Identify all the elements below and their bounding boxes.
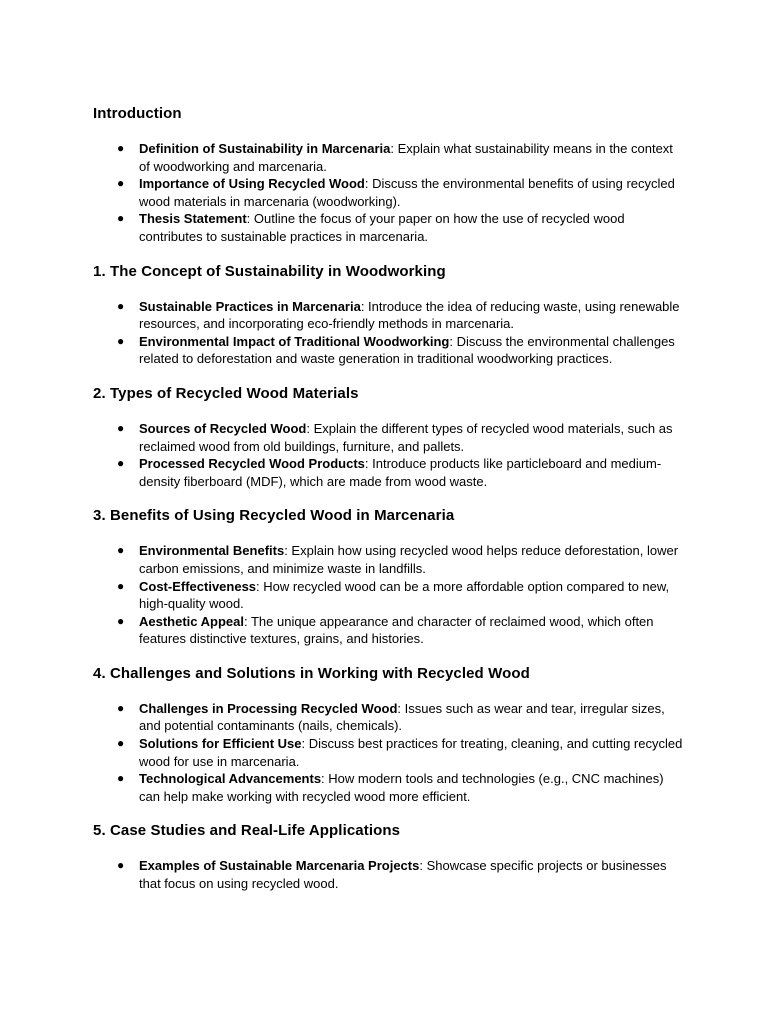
bullet-list	[93, 542, 683, 648]
item-term: Technological Advancements	[139, 771, 322, 787]
list-item	[93, 210, 683, 245]
bullet-icon: ●	[117, 543, 125, 558]
bullet-icon: ●	[117, 700, 125, 715]
bullet-icon: ●	[117, 333, 125, 348]
item-term: Thesis Statement	[139, 211, 247, 227]
list-item	[93, 140, 683, 175]
item-text: : Explain the different types of recycled wood materials, such as reclaimed wood from old buildings, furniture, and pallets.	[139, 420, 673, 454]
section-heading: 5. Case Studies and Real-Life Applications	[93, 822, 401, 840]
item-text: : Outline the focus of your paper on how the use of recycled wood contributes to sustainable practices in marcenaria.	[139, 211, 625, 244]
item-text: : Introduce the idea of reducing waste, using renewable resources, and incorporating eco-friendly methods in marcenaria.	[139, 298, 680, 332]
section-challenges-solutions	[93, 664, 683, 806]
item-text: : Discuss the environmental challenges related to deforestation and waste generation in traditional woodworking practices.	[139, 333, 675, 367]
bullet-list	[93, 140, 683, 246]
bullet-icon: ●	[117, 456, 125, 471]
bullet-icon: ●	[117, 736, 125, 751]
item-term: Aesthetic Appeal	[139, 613, 244, 629]
document-page	[93, 104, 683, 909]
item-term: Cost-Effectiveness	[139, 578, 257, 594]
item-text: : Explain what sustainability means in the context of woodworking and marcenaria.	[139, 141, 673, 174]
item-text: : How recycled wood can be a more affordable option compared to new, high-quality wood.	[139, 578, 670, 612]
list-item	[93, 298, 683, 333]
item-term: Solutions for Efficient Use	[139, 736, 302, 752]
list-item	[93, 333, 683, 368]
bullet-icon: ●	[117, 771, 125, 786]
bullet-icon: ●	[117, 420, 125, 435]
item-text: : Showcase specific projects or businesses that focus on using recycled wood.	[139, 858, 667, 892]
section-heading: 2. Types of Recycled Wood Materials	[93, 384, 359, 402]
list-item	[93, 735, 683, 770]
item-term: Environmental Benefits	[139, 543, 285, 559]
list-item	[93, 455, 683, 490]
item-text: : Issues such as wear and tear, irregular sizes, and potential contaminants (nails, chemicals).	[139, 700, 665, 734]
section-heading: 4. Challenges and Solutions in Working with Recycled Wood	[93, 664, 530, 682]
item-term: Environmental Impact of Traditional Woodworking	[139, 333, 450, 349]
section-introduction	[93, 104, 683, 246]
item-term: Challenges in Processing Recycled Wood	[139, 700, 398, 716]
item-term: Definition of Sustainability in Marcenaria	[139, 141, 391, 156]
list-item	[93, 857, 683, 892]
section-case-studies	[93, 821, 683, 892]
bullet-list	[93, 298, 683, 368]
section-heading: Introduction	[93, 105, 182, 122]
list-item	[93, 542, 683, 577]
bullet-icon: ●	[117, 141, 125, 155]
section-types-recycled-wood	[93, 384, 683, 490]
section-heading: 3. Benefits of Using Recycled Wood in Marcenaria	[93, 507, 455, 525]
item-term: Importance of Using Recycled Wood	[139, 176, 365, 192]
list-item	[93, 770, 683, 805]
item-text: : Explain how using recycled wood helps reduce deforestation, lower carbon emissions, and minimize waste in landfills.	[139, 543, 679, 576]
bullet-list	[93, 700, 683, 806]
section-concept-sustainability	[93, 262, 683, 368]
list-item	[93, 175, 683, 210]
bullet-icon: ●	[117, 613, 125, 628]
section-heading: 1. The Concept of Sustainability in Woodworking	[93, 262, 446, 280]
section-benefits	[93, 506, 683, 648]
bullet-icon: ●	[117, 298, 125, 313]
item-term: Examples of Sustainable Marcenaria Projects	[139, 858, 420, 874]
list-item	[93, 420, 683, 455]
list-item	[93, 578, 683, 613]
list-item	[93, 613, 683, 648]
bullet-icon: ●	[117, 578, 125, 593]
bullet-list	[93, 420, 683, 490]
bullet-icon: ●	[117, 858, 125, 873]
item-term: Sustainable Practices in Marcenaria	[139, 298, 361, 314]
item-text: : Discuss best practices for treating, cleaning, and cutting recycled wood for use in marcenaria.	[139, 736, 683, 769]
item-text: : How modern tools and technologies (e.g., CNC machines) can help make working with recycled wood more efficient.	[139, 771, 664, 804]
item-term: Sources of Recycled Wood	[139, 420, 307, 436]
bullet-icon: ●	[117, 176, 125, 191]
item-text: : Discuss the environmental benefits of using recycled wood materials in marcenaria (woodworking).	[139, 176, 675, 209]
item-text: : Introduce products like particleboard and medium-density fiberboard (MDF), which are made from wood waste.	[139, 456, 662, 489]
item-text: : The unique appearance and character of reclaimed wood, which often features distinctive textures, grains, and histories.	[139, 613, 654, 647]
bullet-list	[93, 857, 683, 892]
item-term: Processed Recycled Wood Products	[139, 456, 365, 472]
list-item	[93, 700, 683, 735]
bullet-icon: ●	[117, 211, 125, 226]
